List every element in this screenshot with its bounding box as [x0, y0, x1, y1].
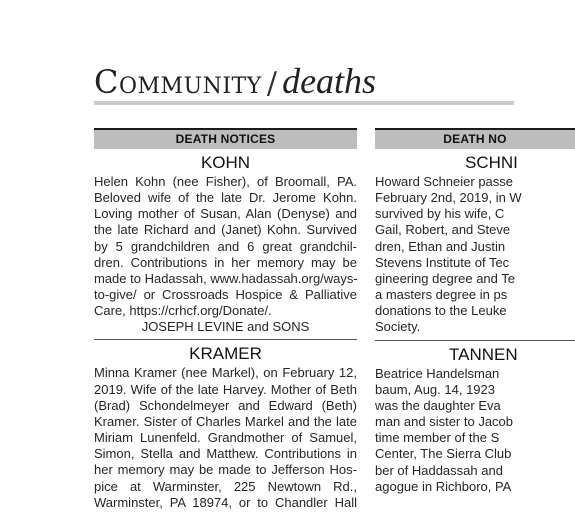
section-title-separator: /	[266, 66, 277, 101]
notice-line: Howard Schneier passe	[375, 174, 514, 189]
notice-line: February 2nd, 2019, in W	[375, 190, 522, 206]
notice-line: agogue in Richboro, PA	[375, 478, 512, 494]
notice-divider	[94, 339, 357, 340]
notice-line: Kramer. Sister of Charles Markel and the late	[94, 413, 357, 429]
section-title-main: Community	[94, 63, 262, 101]
notice-line: Miriam Lunenfeld. Grandmother of Samuel,	[94, 430, 357, 446]
notice-line: Care, https://crhcf.org/Donate/.	[94, 303, 272, 319]
notice-body	[375, 366, 575, 495]
notice-body	[375, 174, 575, 336]
death-notice-schneier	[375, 153, 575, 336]
death-notice-tannenbaum	[375, 345, 575, 495]
notice-body	[94, 365, 357, 510]
death-notice-kohn	[94, 153, 357, 335]
notice-line: ber of Haddassah and	[375, 462, 503, 478]
notice-line: by 5 grandchildren and 6 great grandchil-	[94, 238, 357, 254]
notice-line: made to Hadassah, www.hadassah.org/ways-	[94, 270, 358, 286]
notice-line: survived by his wife, C	[375, 206, 505, 222]
notice-line: Helen Kohn (nee Fisher), of Broomall, PA.	[94, 174, 357, 189]
section-title-sub: deaths	[282, 61, 377, 101]
notice-line: Warminster, PA 18974, or to Chandler Hall	[94, 494, 357, 510]
death-notices-column-left	[94, 128, 357, 511]
notice-name: KOHN	[200, 153, 251, 172]
notice-line: Society.	[375, 319, 421, 335]
notice-name: TANNEN	[449, 344, 518, 364]
notice-line: was the daughter Eva	[375, 397, 501, 413]
notice-name: SCHNI	[465, 153, 518, 172]
notice-line: Loving mother of Susan, Alan (Denyse) and	[94, 206, 357, 222]
notice-line: (Brad) Schondelmeyer and Edward (Beth)	[94, 397, 357, 413]
notice-line: Minna Kramer (nee Markel), on February 12,	[94, 365, 357, 381]
notice-line: pice at Warminster, 225 Newtown Rd.,	[94, 478, 357, 494]
notice-line: her memory may be made to Jefferson Hos-	[94, 462, 357, 478]
column-header: DEATH NO	[375, 128, 575, 149]
notice-line: Stevens Institute of Tec	[375, 254, 510, 270]
notice-body	[94, 174, 357, 319]
death-notice-kramer	[94, 344, 357, 510]
funeral-home-signature: JOSEPH LEVINE and SONS	[141, 319, 310, 335]
notice-line: a masters degree in ps	[375, 287, 508, 303]
notice-name: KRAMER	[189, 344, 262, 364]
notice-line: 2019. Wife of the late Harvey. Mother of Beth	[94, 381, 357, 397]
title-rule	[94, 101, 514, 105]
notice-line: gineering degree and Te	[375, 270, 515, 286]
notice-line: dren. Contributions in her memory may be	[94, 254, 357, 270]
notice-line: the late Richard and (Janet) Kohn. Survived	[94, 222, 357, 238]
notice-line: man and sister to Jacob	[375, 414, 514, 430]
notice-line: Beloved wife of the late Dr. Jerome Kohn.	[94, 190, 357, 206]
column-header: DEATH NOTICES	[94, 128, 357, 149]
notice-line: time member of the S	[375, 430, 500, 446]
notice-line: Beatrice Handelsman	[375, 365, 500, 381]
notice-line: to-give/ or Crossroads Hospice & Palliative	[94, 287, 357, 303]
notice-line: Center, The Sierra Club	[375, 446, 512, 462]
notice-line: dren, Ethan and Justin	[375, 238, 506, 254]
notice-line: baum, Aug. 14, 1923	[375, 381, 495, 397]
notice-line: donations to the Leuke	[375, 303, 507, 319]
notice-line: Gail, Robert, and Steve	[375, 222, 511, 238]
notice-divider	[375, 340, 575, 341]
notice-line: Simon, Stella and Matthew. Contributions in	[94, 446, 357, 462]
death-notices-column-right	[375, 128, 575, 495]
